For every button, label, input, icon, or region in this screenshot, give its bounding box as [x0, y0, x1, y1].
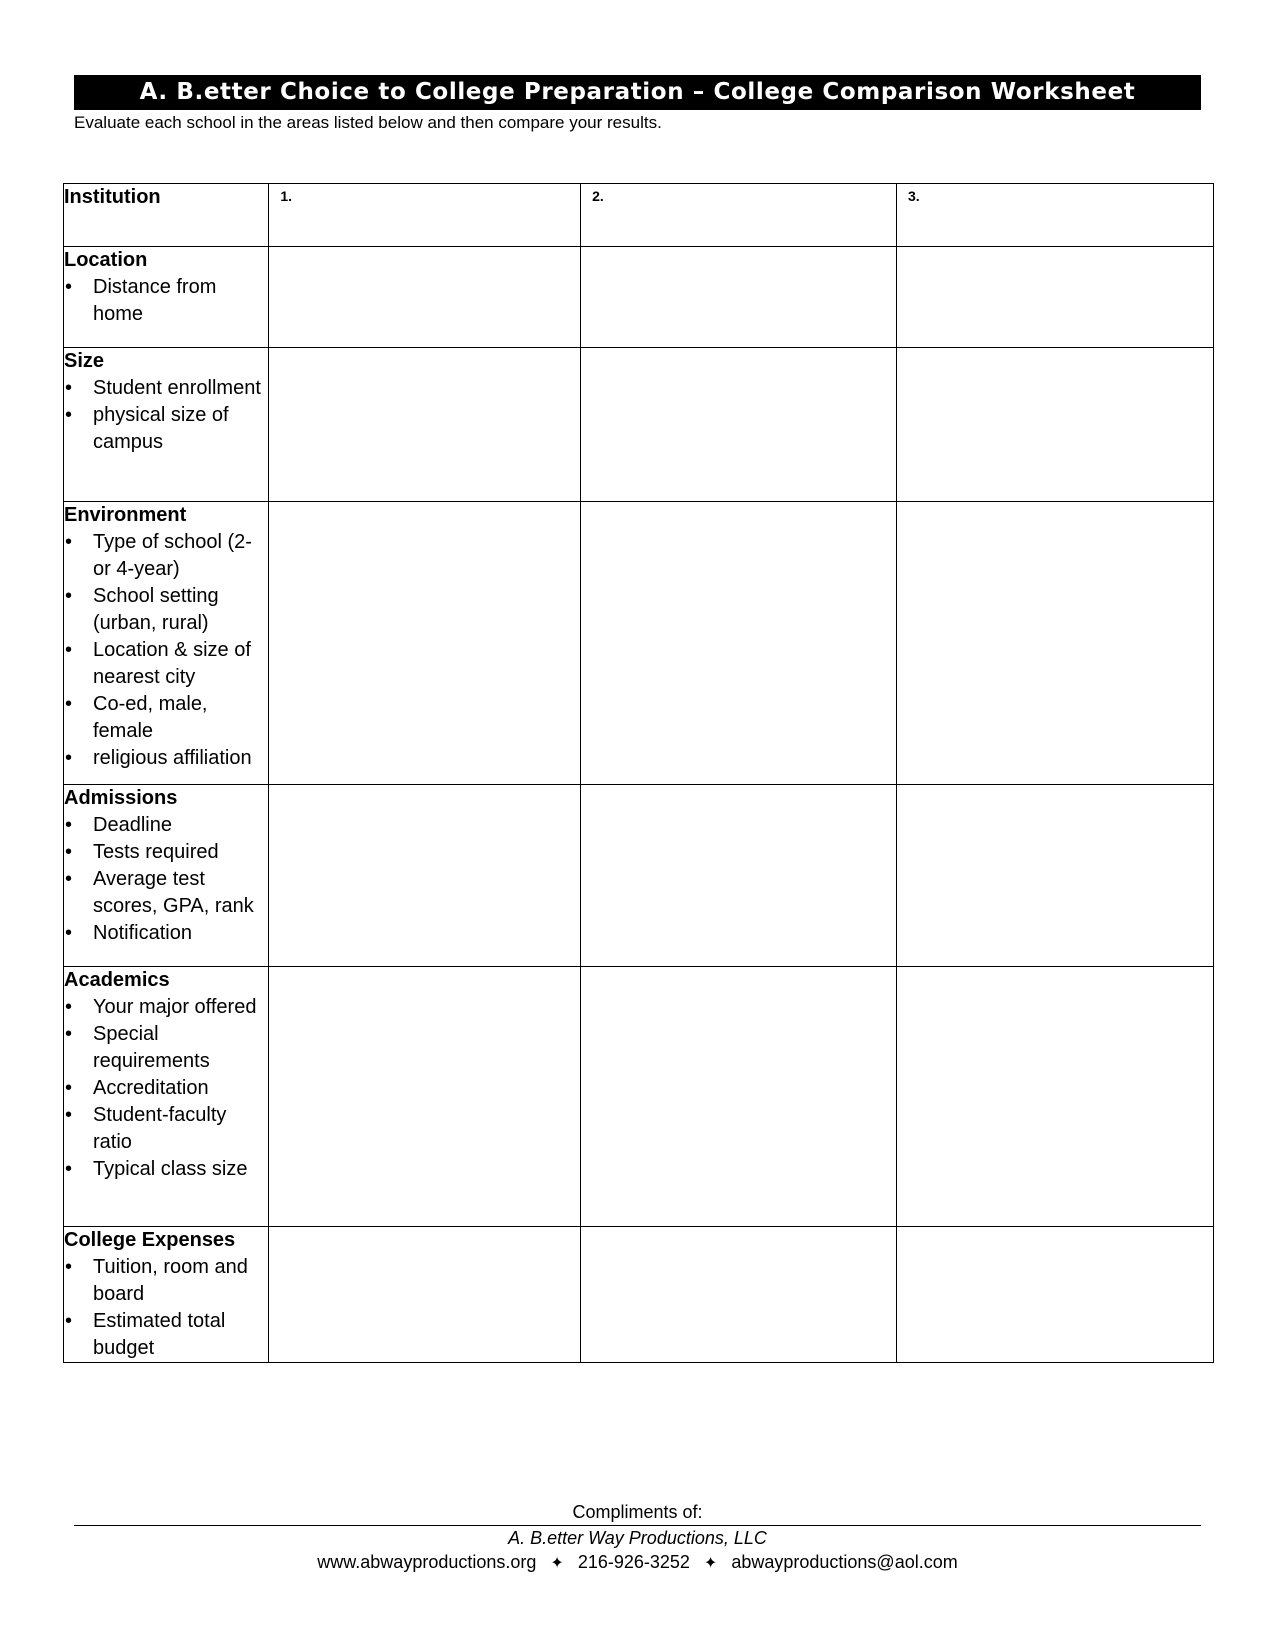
- list-item: • Estimated total budget: [64, 1308, 268, 1362]
- entry-cell[interactable]: [269, 785, 581, 967]
- table-row-institution: [64, 184, 1214, 247]
- list-item: • religious affiliation: [64, 745, 268, 772]
- entry-cell[interactable]: [581, 1227, 897, 1363]
- entry-cell[interactable]: [896, 785, 1213, 967]
- footer-compliments: Compliments of:: [572, 1502, 703, 1522]
- entry-cell[interactable]: [581, 502, 897, 785]
- list-item: • Notification: [64, 920, 268, 947]
- table-row-size: [64, 348, 1214, 502]
- table-row-location: [64, 247, 1214, 348]
- list-item: • Distance from home: [64, 274, 268, 328]
- entry-cell[interactable]: [581, 348, 897, 502]
- row-title: College Expenses: [64, 1229, 236, 1251]
- row-title: Academics: [64, 969, 170, 991]
- list-item: • Co-ed, male, female: [64, 691, 268, 745]
- list-item: • Accreditation: [64, 1075, 268, 1102]
- list-item: • Deadline: [64, 812, 268, 839]
- criteria-list: [64, 274, 268, 328]
- row-label-cell: [64, 1227, 269, 1363]
- list-item: • Tests required: [64, 839, 268, 866]
- sparkle-icon: ✦: [550, 1555, 564, 1572]
- row-title: Location: [64, 249, 148, 271]
- entry-cell[interactable]: [581, 247, 897, 348]
- institution-label-cell: [64, 184, 269, 247]
- row-title: Admissions: [64, 787, 178, 809]
- row-label-cell: [64, 348, 269, 502]
- entry-cell[interactable]: [269, 502, 581, 785]
- phone-number: 216-926-3252: [577, 1552, 690, 1572]
- intro-text: Evaluate each school in the areas listed below and then compare your results.: [74, 113, 662, 132]
- email-link[interactable]: abwayproductions@aol.com: [731, 1552, 958, 1572]
- row-label-cell: [64, 502, 269, 785]
- criteria-list: [64, 529, 268, 772]
- entry-cell[interactable]: [896, 967, 1213, 1227]
- criteria-list: [64, 1254, 268, 1362]
- entry-cell[interactable]: [269, 1227, 581, 1363]
- row-label-cell: [64, 785, 269, 967]
- sparkle-icon: ✦: [703, 1555, 718, 1572]
- criteria-list: [64, 375, 268, 456]
- list-item: • Student-faculty ratio: [64, 1102, 268, 1156]
- list-item: • Student enrollment: [64, 375, 268, 402]
- entry-cell[interactable]: [269, 247, 581, 348]
- row-label-cell: [64, 247, 269, 348]
- comparison-table: [63, 183, 1214, 1363]
- table-row-academics: [64, 967, 1214, 1227]
- criteria-list: [64, 812, 268, 947]
- row-title: Institution: [64, 186, 161, 208]
- list-item: • Typical class size: [64, 1156, 268, 1183]
- list-item: • Your major offered: [64, 994, 268, 1021]
- row-title: Size: [64, 350, 105, 372]
- entry-cell[interactable]: [269, 967, 581, 1227]
- list-item: • School setting (urban, rural): [64, 583, 268, 637]
- criteria-list: [64, 994, 268, 1183]
- entry-cell[interactable]: [896, 502, 1213, 785]
- list-item: • Location & size of nearest city: [64, 637, 268, 691]
- footer-contact: [0, 1552, 1275, 1573]
- column-number: 2.: [592, 188, 604, 204]
- list-item: • Tuition, room and board: [64, 1254, 268, 1308]
- entry-cell[interactable]: [581, 967, 897, 1227]
- list-item: • Average test scores, GPA, rank: [64, 866, 268, 920]
- institution-1-cell[interactable]: [269, 184, 581, 247]
- list-item: • Type of school (2-or 4-year): [64, 529, 268, 583]
- page-title: A. B.etter Choice to College Preparation – College Comparison Worksheet: [74, 75, 1201, 110]
- table-row-admissions: [64, 785, 1214, 967]
- website-link[interactable]: www.abwayproductions.org: [317, 1552, 537, 1572]
- column-number: 3.: [907, 188, 920, 204]
- list-item: • Special requirements: [64, 1021, 268, 1075]
- entry-cell[interactable]: [896, 247, 1213, 348]
- entry-cell[interactable]: [581, 785, 897, 967]
- list-item: • physical size of campus: [64, 402, 268, 456]
- column-number: 1.: [280, 188, 293, 204]
- table-row-environment: [64, 502, 1214, 785]
- row-title: Environment: [64, 504, 187, 526]
- table-row-expenses: [64, 1227, 1214, 1363]
- row-label-cell: [64, 967, 269, 1227]
- entry-cell[interactable]: [896, 1227, 1213, 1363]
- footer-company: A. B.etter Way Productions, LLC: [508, 1528, 767, 1548]
- entry-cell[interactable]: [896, 348, 1213, 502]
- institution-3-cell[interactable]: [896, 184, 1213, 247]
- entry-cell[interactable]: [269, 348, 581, 502]
- institution-2-cell[interactable]: [581, 184, 897, 247]
- footer-divider: [74, 1525, 1201, 1526]
